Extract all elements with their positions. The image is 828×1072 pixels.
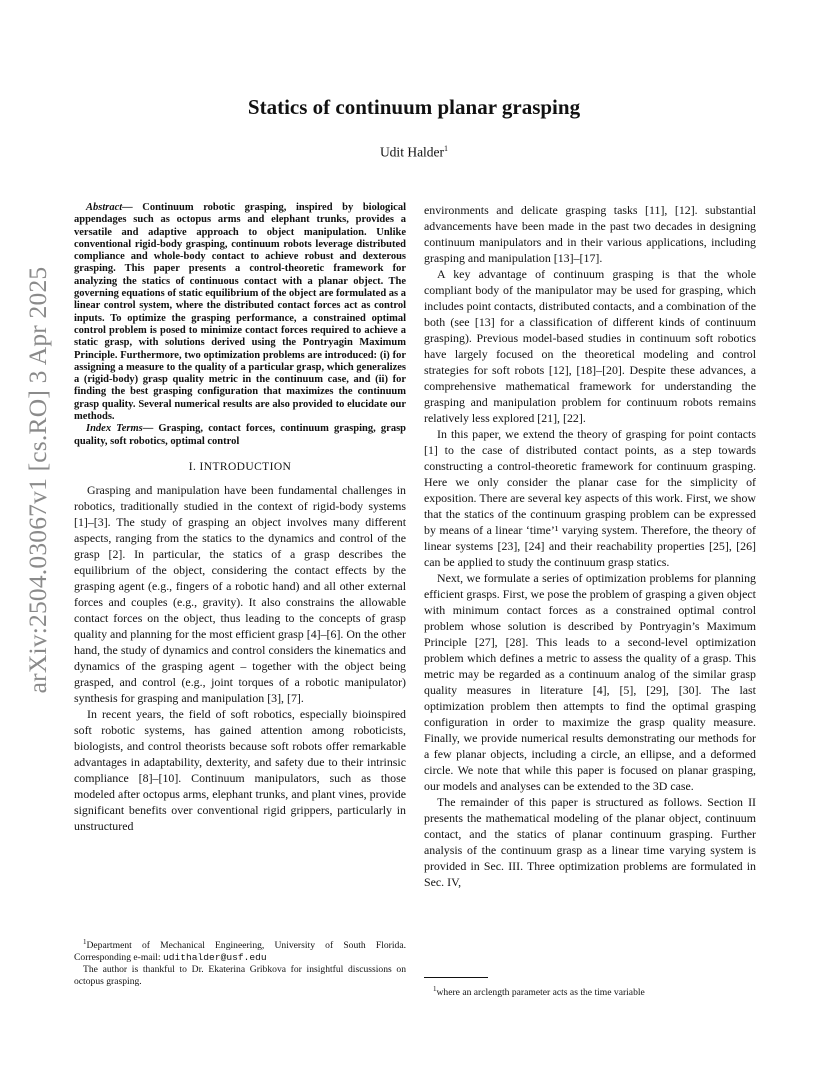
abstract-label: Abstract [86,202,123,213]
section-heading-introduction: I. INTRODUCTION [188,460,292,473]
time-footnote [424,983,756,999]
author-name: Udit Halder [379,144,445,160]
footnote-rule [424,977,488,978]
paper-title: Statics of continuum planar grasping [247,95,581,119]
affiliation-mark: 1 [83,938,87,946]
arxiv-side-stamp [22,266,54,694]
right-footnotes [424,977,756,999]
body-paragraph: environments and delicate grasping tasks [11], [12]. substantial advancements have been made in the past two decades in designing continuum manipulators and in their various applications, including grasping and manipulation [13]–[17]. [424,203,756,265]
abstract-body: — Continuum robotic grasping, inspired by biological appendages such as octopus arms and elephant trunks, provides a versatile and adaptive approach to object manipulation. Unlike conventional rigid-body grasping, continuum robots leverage distributed compliance and whole-body contact to achieve robust and dexterous grasping. This paper presents a control-theoretic framework for analyzing the statics of continuous contact with a planar object. The governing equations of static equilibrium of the object are formulated as a linear control system, where the distributed contact forces act as control inputs. To optimize the grasping performance, a constrained optimal control problem is posed to minimize contact forces required to achieve a static grasp, with solutions derived using the Pontryagin Maximum Principle. Furthermore, two optimization problems are introduced: (i) for assigning a measure to the quality of a particular grasp, which generalizes a (rigid-body) grasp quality metric in the continuum case, and (ii) for finding the best grasping configuration that maximizes the continuum grasp quality. Several numerical results are also provided to elucidate our methods. [74,202,406,423]
body-paragraph: In this paper, we extend the theory of grasping for point contacts [1] to the case of distributed contact points, as a step towards constructing a control-theoretic framework for continuum grasping. Here we only consider the planar case for the simplicity of exposition. There are several key aspects of this work. First, we show that the statics of the continuum grasping problem can be expressed by means of a linear ‘time’¹ varying system. Therefore, the theory of linear systems [23], [24] and their reachability properties [25], [26] can be applied to study the continuum grasp statics. [424,427,756,569]
time-footnote-text: where an arclength parameter acts as the time variable [436,987,645,999]
acknowledgement-footnote: The author is thankful to Dr. Ekaterina Gribkova for insightful discussions on octopus grasping. [74,964,406,988]
left-footnotes [74,936,406,988]
index-terms-label: Index Terms [86,423,143,435]
body-paragraph: A key advantage of continuum grasping is that the whole compliant body of the manipulator may be used for grasping, which includes point contacts, distributed contacts, and a combination of the both (see [13] for a classification of different kinds of continuum grasping). Previous model-based studies in continuum soft robotics have largely focused on the theoretical modeling and control strategies for soft robots [12], [18]–[20]. Despite these advances, a comprehensive mathematical framework for understanding the grasping and manipulation problem for continuum robots remains relatively less explored [21], [22]. [424,267,756,425]
index-terms-body: — Grasping, contact forces, continuum grasping, grasp quality, soft robotics, optimal control [74,423,406,447]
corresponding-email: udithalder@usf.edu [163,952,267,964]
index-terms [74,423,406,448]
body-paragraph: Next, we formulate a series of optimization problems for planning efficient grasps. First, we pose the problem of grasping a given object with minimum contact forces as a constrained optimal control problem whose solution is described by Pontryagin’s Maximum Principle [27], [28]. This leads to a second-level optimization problem which defines a metric to assess the quality of a grasp. This metric may be regarded as a continuum analog of the similar grasp quality measures in literature [4], [5], [29], [30]. The last optimization problem then attempts to find the optimal grasping configuration in order to maximize the grasp quality measure. Finally, we provide numerical results demonstrating our methods for a few planar objects, including a circle, an ellipse, and a deformed circle. We note that while this paper is focused on planar grasping, our models and analyses can be extended to the 3D case. [424,571,756,793]
abstract [74,202,406,423]
author-line [0,144,828,161]
affiliation-footnote [74,936,406,964]
author-footnote-mark: 1 [444,144,449,153]
left-column [74,202,406,834]
body-paragraph: The remainder of this paper is structured as follows. Section II presents the mathematical modeling of the planar object, continuum contact, and the statics of planar continuum grasping. Further analysis of the continuum grasp as a linear time varying system is provided in Sec. III. Three optimization problems are formulated in Sec. IV, [424,795,756,889]
right-column [424,202,756,890]
intro-paragraph: In recent years, the field of soft robotics, especially bioinspired soft robotic systems, has gained attention among roboticists, biologists, and control theorists because soft robots offer remarkable advantages in adaptability, dexterity, and safety due to their intrinsic compliance [8]–[10]. Continuum manipulators, such as those modeled after octopus arms, elephant trunks, and plant vines, provide significant benefits over conventional rigid grippers, particularly in unstructured [74,706,406,833]
arxiv-identifier: arXiv:2504.03067v1 [cs.RO] 3 Apr 2025 [23,266,52,694]
intro-paragraph: Grasping and manipulation have been fundamental challenges in robotics, traditionally studied in the context of rigid-body systems [1]–[3]. The study of grasping an object involves many different aspects, ranging from the statics to the dynamics and control of the grasp [2]. In particular, the statics of a grasp describes the equilibrium of the object, considering the contact effects by the grasping agent (e.g., fingers of a robotic hand) and all other external forces and couples (e.g., gravity). It also constrains the allowable contact forces on the object, thus leading to the concepts of grasp quality and planning for the most efficient grasp [4]–[6]. On the other hand, the study of dynamics and control considers the kinematics and dynamics of the grasping agent – together with the object being grasped, and control (e.g., joint torques of a robotic manipulator) synthesis for grasping and manipulation [3], [7]. [74,482,406,705]
time-footnote-mark: 1 [433,985,437,993]
affiliation-text: Department of Mechanical Engineering, University of South Florida. Corresponding e-mail: [74,940,406,964]
